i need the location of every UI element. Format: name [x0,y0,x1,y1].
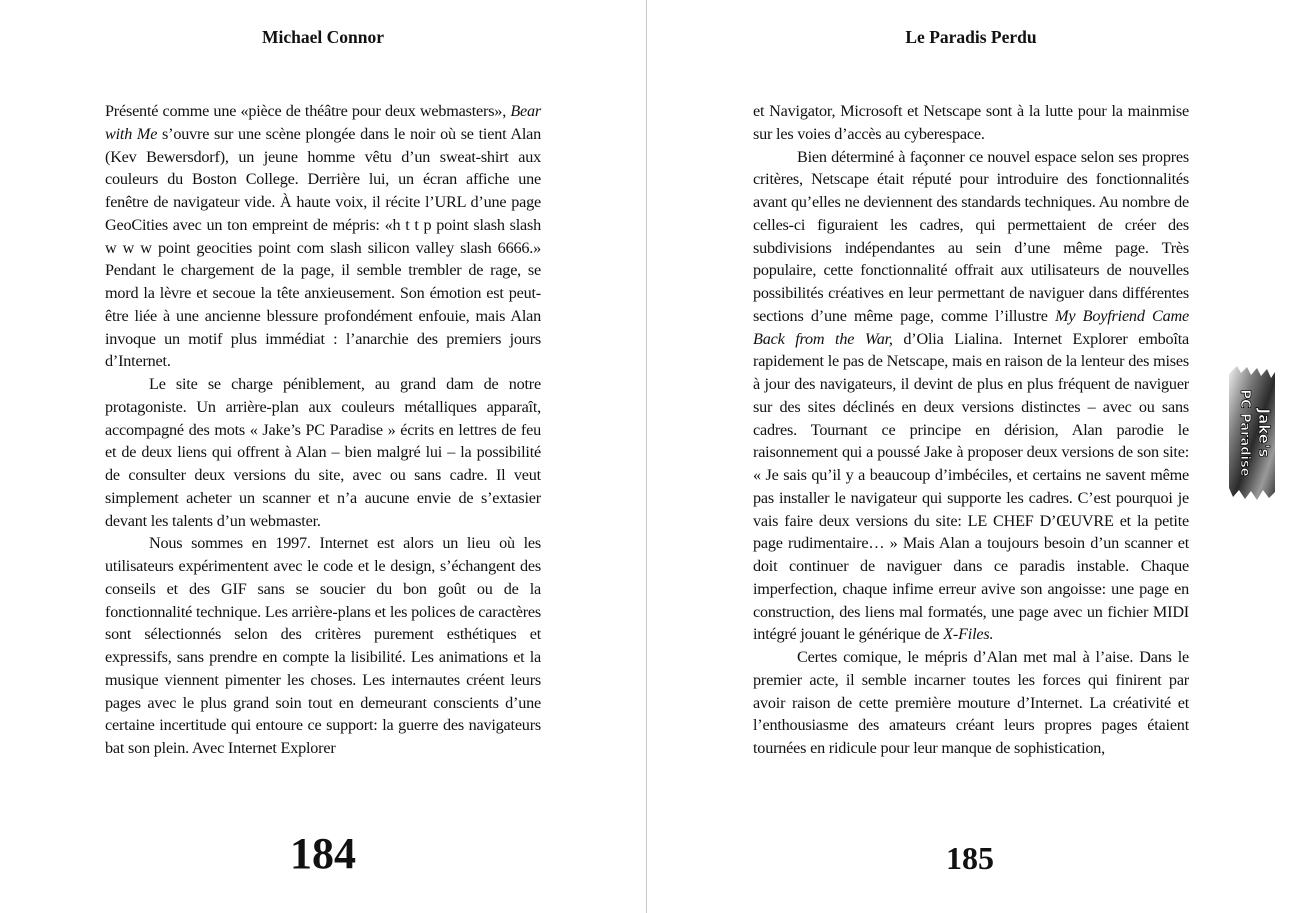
body-text [105,100,541,760]
right-page [647,0,1293,913]
jakes-pc-paradise-logo [1223,364,1283,502]
italic-title: Bear with Me [105,102,541,143]
paragraph: et Navigator, Microsoft et Netscape sont à la lutte pour la mainmise sur les voies d’accès au cyberespace. [753,102,1189,143]
italic-title: My Boyfriend Came Back from the War, [753,306,1189,348]
italic-title: X-Files. [943,625,994,644]
body-text [753,100,1189,760]
left-page [0,0,646,913]
paragraph: Présenté comme une «pièce de théâtre pour deux webmasters», Bear with Me s’ouvre sur une scène plongée dans le noir où se tient Alan (Kev Bewersdorf), un jeune homme vêtu d’un sweat-shirt aux couleurs du Boston College. Derrière lui, un écran affiche une fenêtre de navigateur vide. À haute voix, il récite l’URL d’une page GeoCities avec un ton empreint de mépris: «h t t p point slash slash w w w point geocities point com slash silicon valley slash 6666.» Pendant le chargement de la page, il semble trembler de rage, se mord la lèvre et secoue la tête anxieusement. Son émotion est peut-être liée à une ancienne blessure profondément enfouie, mais Alan invoque un motif plus immédiat : l’anarchie des premiers jours d’Internet. [105,102,542,371]
logo-line-2: PC Paradise [1237,389,1252,477]
paragraph: Nous sommes en 1997. Internet est alors un lieu où les utilisateurs expérimentent avec le code et le design, s’échangent des conseils et des GIF sans se soucier du bon goût ou de la fonctionnalité technique. Les arrière-plans et les polices de caractères sont sélectionnés selon des critères purement esthétiques et expressifs, sans prendre en compte la lisibilité. Les animations et la musique viennent pimenter les choses. Les internautes créent leurs pages avec le plus grand soin tout en demeurant conscients d’une certaine incertitude qui entoure ce support: la guerre des navigateurs bat son plein. Avec Internet Explorer [105,534,541,757]
paragraph: Le site se charge péniblement, au grand dam de notre protagoniste. Un arrière-plan aux couleurs métalliques apparaît, accompagné des mots « Jake’s PC Paradise » écrits en lettres de feu et de deux liens qui offrent à Alan – bien malgré lui – la possibilité de consulter deux versions du site, avec ou sans cadre. Il veut simplement acheter un scanner et n’a aucune envie de s’extasier devant les talents d’un webmaster. [105,375,541,530]
running-header-title: Le Paradis Perdu [905,27,1037,47]
paragraph: Certes comique, le mépris d’Alan met mal à l’aise. Dans le premier acte, il semble incarner toutes les forces qui finirent par avoir raison de cette première mouture d’Internet. La créativité et l’enthousiasme des amateurs créant leurs propres pages étaient tournées en ridicule pour leur manque de sophistication, [753,648,1189,757]
page-number: 185 [946,840,994,876]
running-header-author: Michael Connor [261,27,384,47]
page-number: 184 [290,829,356,878]
logo-line-1: Jake's [1255,408,1273,458]
paragraph: Bien déterminé à façonner ce nouvel espace selon ses propres critères, Netscape était réputé pour introduire des fonctionnalités avant qu’elles ne deviennent des standards techniques. Au nombre de celles-ci figuraient les cadres, qui permettaient de créer des subdivisions indépendantes au sein d’une même page. Très populaire, cette fonctionnalité offrait aux utilisateurs de nouvelles possibilités créatives en leur permettant de naviguer dans différentes sections d’une même page, comme l’illustre My Boyfriend Came Back from the War, d’Olia Lialina. Internet Explorer emboîta rapidement le pas de Netscape, mais en raison de la lenteur des mises à jour des navigateurs, il devint de plus en plus fréquent de naviguer sur des sites déclinés en deux versions distinctes – avec ou sans cadres. Tournant ce principe en dérision, Alan parodie le raisonnement qui a poussé Jake à proposer deux versions de son site: « Je sais qu’il y a beaucoup d’imbéciles, et certains ne savent même pas installer le navigateur qui supporte les cadres. C’est pourquoi je vais faire deux versions du site: LE CHEF D’ŒUVRE et la petite page rudimentaire… » Mais Alan a toujours besoin d’un scanner et doit continuer de naviguer dans ce paradis instable. Chaque imperfection, chaque infime erreur avive son angoisse: une page en construction, des liens mal formatés, une page avec un fichier MIDI intégré jouant le générique de X-Files. [753,147,1189,644]
